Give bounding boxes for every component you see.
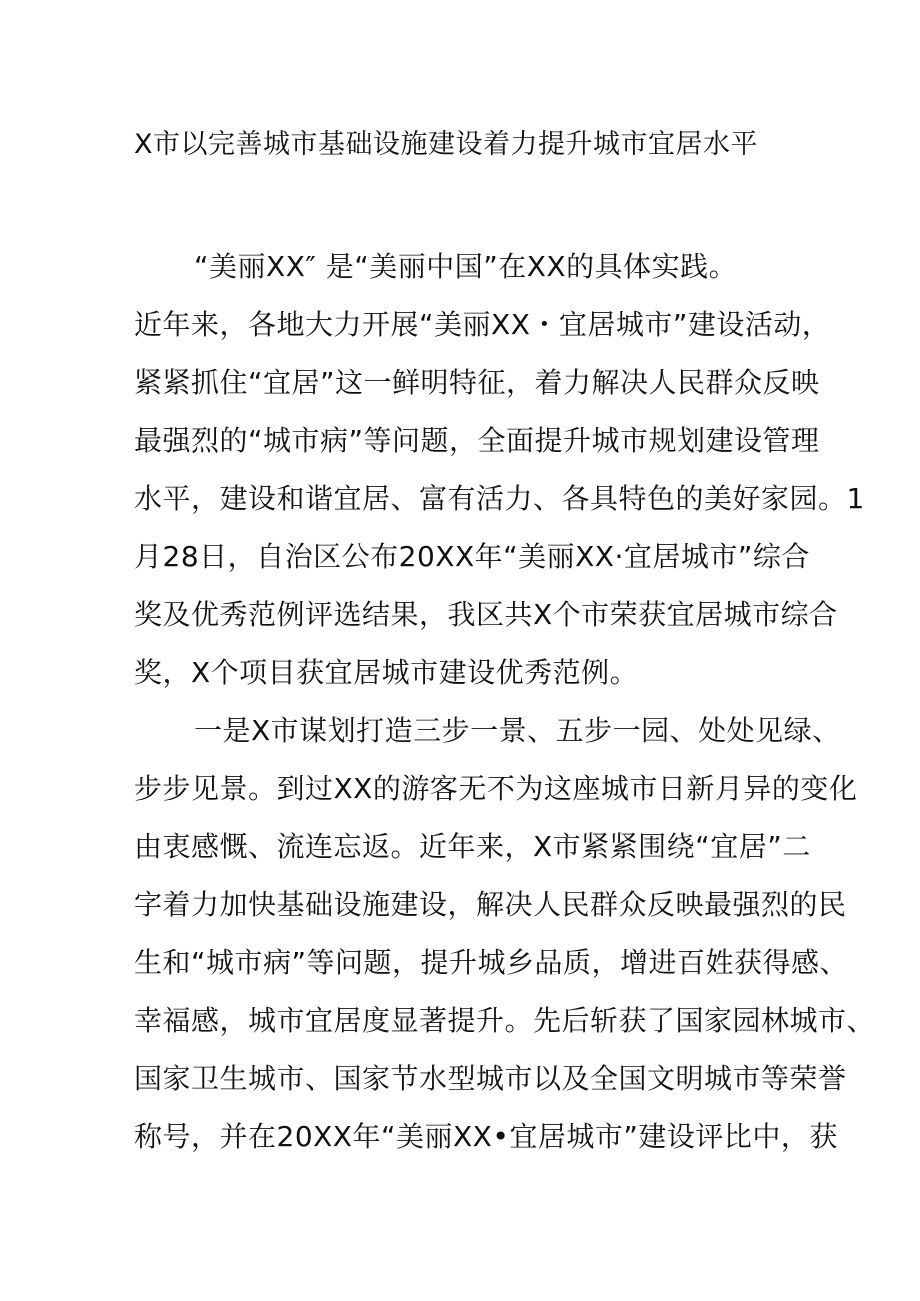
paragraph-2-line-7: 国家卫生城市、国家节水型城市以及全国文明城市等荣誉	[134, 1062, 847, 1095]
paragraph-2-line-4: 字着力加快基础设施建设，解决人民群众反映最强烈的民	[134, 888, 847, 921]
paragraph-1-line-6: 月28日，自治区公布20XX年“美丽XX·宜居城市”综合	[134, 540, 810, 573]
paragraph-2-line-1: 一是X市谋划打造三步一景、五步一园、处处见绿、	[194, 714, 841, 747]
paragraph-2-line-3: 由衷感慨、流连忘返。近年来，X市紧紧围绕“宜居”二	[134, 830, 811, 863]
paragraph-1-line-1: “美丽XX″ 是“美丽中国”在XX的具体实践。	[194, 250, 738, 283]
paragraph-1-line-4: 最强烈的“城市病”等问题，全面提升城市规划建设管理	[134, 424, 820, 457]
paragraph-1-line-3: 紧紧抓住“宜居”这一鲜明特征，着力解决人民群众反映	[134, 366, 820, 399]
paragraph-2-line-2: 步步见景。到过XX的游客无不为这座城市日新月异的变化	[134, 772, 858, 805]
paragraph-1-line-5: 水平，建设和谐宜居、富有活力、各具特色的美好家园。1	[134, 482, 865, 515]
paragraph-2-line-8: 称号，并在20XX年“美丽XX•宜居城市”建设评比中，获	[134, 1120, 838, 1153]
paragraph-1-line-8: 奖，X个项目获宜居城市建设优秀范例。	[134, 656, 639, 689]
paragraph-2-line-5: 生和“城市病”等问题，提升城乡品质，增进百姓获得感、	[134, 946, 849, 979]
paragraph-2-line-6: 幸福感，城市宜居度显著提升。先后斩获了国家园林城市、	[134, 1004, 876, 1037]
document-title: X市以完善城市基础设施建设着力提升城市宜居水平	[134, 129, 758, 160]
paragraph-1-line-7: 奖及优秀范例评选结果，我区共X个市荣获宜居城市综合	[134, 598, 838, 631]
paragraph-1-line-2: 近年来，各地大力开展“美丽XX・宜居城市”建设活动，	[134, 308, 831, 341]
